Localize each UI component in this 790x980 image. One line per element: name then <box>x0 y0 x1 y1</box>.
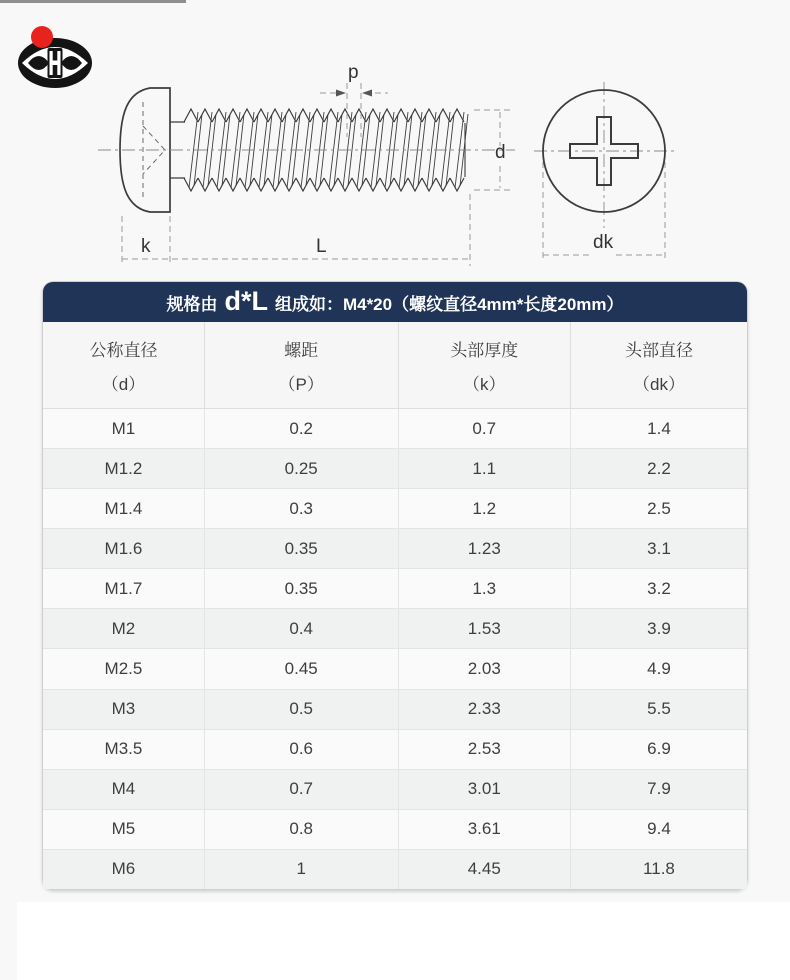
spec-value-cell: 2.5 <box>647 498 671 518</box>
spec-value-cell: 0.5 <box>205 690 399 729</box>
diameter-label: d <box>495 142 506 163</box>
spec-size-cell: M2.5 <box>43 649 205 688</box>
spec-value-cell: 3.01 <box>399 770 571 809</box>
spec-row-M1.7 <box>43 568 747 608</box>
spec-row-M1 <box>43 409 747 448</box>
spec-value-cell: 2.53 <box>399 730 571 769</box>
spec-value-cell: 11.8 <box>643 859 675 879</box>
spec-size-cell: M1.7 <box>43 569 205 608</box>
spec-size-cell: M1 <box>43 409 205 448</box>
spec-value-cell: 0.45 <box>205 649 399 688</box>
center-lines <box>98 82 674 228</box>
title-formula: d*L <box>224 285 268 316</box>
spec-value-cell: 2.2 <box>647 458 671 478</box>
spec-size-cell: M2 <box>43 609 205 648</box>
spec-value-cell: 0.25 <box>205 449 399 488</box>
spec-rows <box>43 409 747 889</box>
column-header-k: 头部厚度 （k） <box>399 322 571 408</box>
phillips-cross <box>570 117 638 185</box>
spec-row-M6 <box>43 849 747 889</box>
column-header-dk: 头部直径 （dk） <box>624 340 693 394</box>
spec-size-cell: M6 <box>43 850 205 889</box>
spec-value-cell: 0.35 <box>205 569 399 608</box>
spec-row-M1.4 <box>43 488 747 528</box>
column-header-d: 公称直径 （d） <box>43 322 205 408</box>
spec-value-cell: 1.2 <box>399 489 571 528</box>
spec-value-cell: 1 <box>205 850 399 889</box>
spec-value-cell: 0.2 <box>205 409 399 448</box>
length-label: L <box>316 236 327 257</box>
spec-value-cell: 0.3 <box>205 489 399 528</box>
spec-value-cell: 3.1 <box>647 538 671 558</box>
spec-size-cell: M1.6 <box>43 529 205 568</box>
spec-value-cell: 5.5 <box>647 699 671 719</box>
dimension-lines <box>122 83 665 266</box>
spec-value-cell: 2.03 <box>399 649 571 688</box>
spec-value-cell: 1.1 <box>399 449 571 488</box>
head-diameter-label: dk <box>593 232 614 253</box>
spec-value-cell: 3.61 <box>399 810 571 849</box>
spec-value-cell: 1.3 <box>399 569 571 608</box>
title-prefix: 规格由 <box>166 294 218 314</box>
spec-row-M2 <box>43 608 747 648</box>
next-section-block <box>17 902 790 980</box>
spec-table-card <box>42 281 748 890</box>
spec-row-M2.5 <box>43 648 747 688</box>
spec-value-cell: 4.9 <box>647 659 671 678</box>
spec-row-M1.6 <box>43 528 747 568</box>
column-header-p: 螺距 （P） <box>205 322 399 408</box>
spec-value-cell: 0.35 <box>205 529 399 568</box>
spec-size-cell: M3 <box>43 690 205 729</box>
spec-value-cell: 7.9 <box>647 779 671 799</box>
spec-value-cell: 1.23 <box>399 529 571 568</box>
spec-size-cell: M3.5 <box>43 730 205 769</box>
spec-row-M3 <box>43 689 747 729</box>
spec-size-cell: M1.4 <box>43 489 205 528</box>
pitch-arrowheads <box>336 90 372 97</box>
spec-row-M5 <box>43 809 747 849</box>
spec-row-M4 <box>43 769 747 809</box>
spec-size-cell: M4 <box>43 770 205 809</box>
screw-dimension-diagram <box>0 40 790 280</box>
head-thickness-label: k <box>141 236 151 257</box>
spec-table-title <box>43 282 747 322</box>
spec-value-cell: 2.33 <box>399 690 571 729</box>
title-suffix: 组成如：M4*20（螺纹直径4mm*长度20mm） <box>274 294 624 314</box>
spec-value-cell: 3.2 <box>647 578 671 598</box>
spec-value-cell: 6.9 <box>647 739 671 759</box>
spec-row-M1.2 <box>43 448 747 488</box>
pitch-label: p <box>348 62 359 83</box>
top-divider-rule <box>0 0 186 3</box>
spec-value-cell: 0.4 <box>205 609 399 648</box>
spec-value-cell: 1.4 <box>647 418 671 438</box>
spec-size-cell: M1.2 <box>43 449 205 488</box>
spec-value-cell: 4.45 <box>399 850 571 889</box>
spec-value-cell: 0.7 <box>399 409 571 448</box>
spec-value-cell: 0.7 <box>205 770 399 809</box>
spec-row-M3.5 <box>43 729 747 769</box>
spec-value-cell: 3.9 <box>647 618 671 638</box>
spec-size-cell: M5 <box>43 810 205 849</box>
column-header-row <box>43 322 747 409</box>
spec-value-cell: 9.4 <box>647 819 671 839</box>
spec-value-cell: 1.53 <box>399 609 571 648</box>
spec-value-cell: 0.6 <box>205 730 399 769</box>
spec-value-cell: 0.8 <box>205 810 399 849</box>
